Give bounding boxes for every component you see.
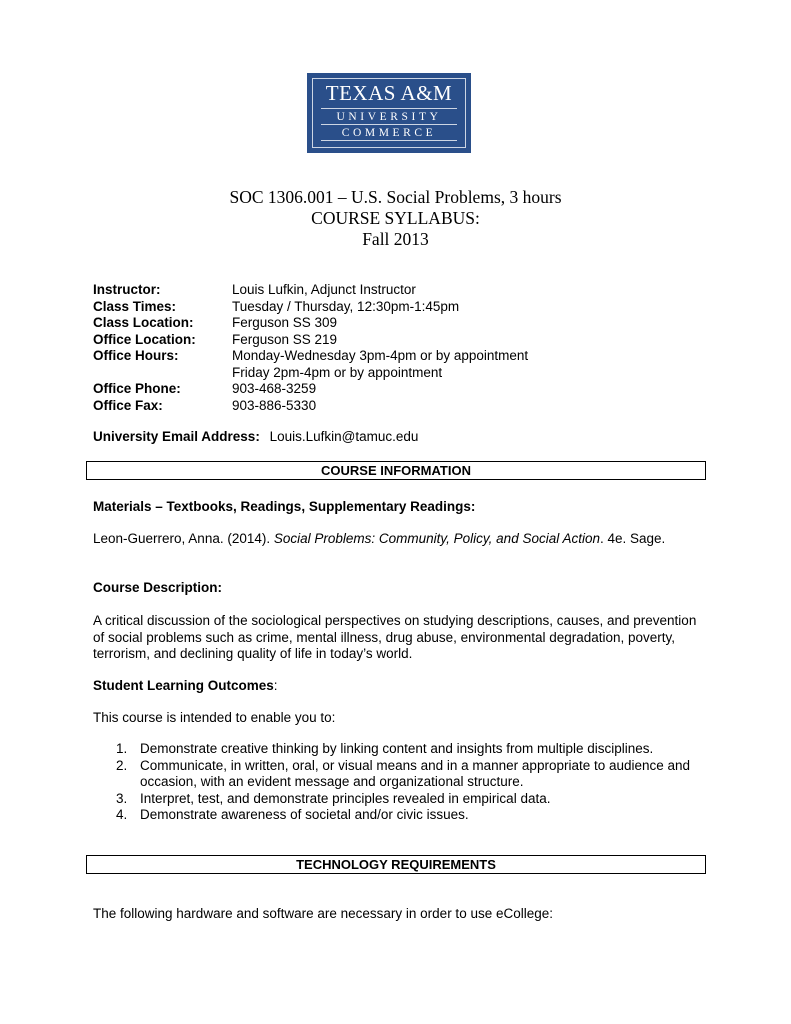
list-number: 1. (116, 741, 128, 756)
course-description-text: A critical discussion of the sociological perspectives on studying descriptions, causes, and prevention of social problems such as crime, mental illness, drug abuse, environmental degradation, poverty, terrorism, and declining quality of life in today’s world. (93, 613, 697, 661)
outcomes-intro: This course is intended to enable you to: (93, 710, 336, 725)
logo-line-2: UNIVERSITY (336, 111, 442, 123)
info-row-office-location (93, 332, 528, 349)
outcomes-heading-colon: : (273, 678, 278, 693)
list-item (116, 741, 706, 758)
email-address: Louis.Lufkin@tamuc.edu (269, 429, 419, 444)
citation-author: Leon-Guerrero, Anna. (2014). (93, 531, 274, 546)
info-row-class-times (93, 299, 528, 316)
info-label: Instructor: (93, 282, 161, 297)
title-term: Fall 2013 (362, 229, 429, 249)
list-number: 3. (116, 790, 128, 806)
info-value: 903-886-5330 (232, 397, 317, 413)
info-label: Class Times: (93, 298, 177, 314)
info-value: Ferguson SS 309 (232, 315, 338, 330)
course-information-header: COURSE INFORMATION (86, 461, 706, 480)
list-text: Demonstrate creative thinking by linking content and insights from multiple disciplines. (140, 741, 654, 756)
logo-rule (321, 140, 457, 141)
technology-requirements-header: TECHNOLOGY REQUIREMENTS (86, 855, 706, 874)
logo-rule (321, 108, 457, 109)
outcomes-heading (93, 678, 703, 695)
info-label (93, 365, 232, 382)
info-label: Class Location: (93, 315, 194, 330)
info-value: Ferguson SS 219 (232, 331, 338, 347)
info-value: Louis Lufkin, Adjunct Instructor (232, 282, 416, 297)
list-text: Communicate, in written, oral, or visual means and in a manner appropriate to audience and occasion, with an evident message and organizational structure. (140, 757, 691, 789)
outcomes-list (116, 741, 706, 824)
outcomes-heading-text: Student Learning Outcomes (93, 678, 274, 693)
info-row-office-fax (93, 398, 528, 415)
textbook-citation (93, 531, 703, 548)
title-syllabus: COURSE SYLLABUS: (311, 208, 480, 228)
info-row-instructor (93, 282, 528, 299)
instructor-info (93, 282, 528, 414)
info-value: Friday 2pm-4pm or by appointment (232, 364, 443, 380)
logo-line-3: COMMERCE (341, 127, 437, 139)
info-row-class-location (93, 315, 528, 332)
citation-edition: . 4e. Sage. (600, 531, 666, 546)
title-course: SOC 1306.001 – U.S. Social Problems, 3 hours (229, 187, 562, 207)
logo-rule (321, 124, 457, 125)
list-text: Demonstrate awareness of societal and/or civic issues. (140, 807, 469, 822)
email-label: University Email Address: (93, 429, 260, 444)
citation-title: Social Problems: Community, Policy, and Social Action (273, 531, 600, 546)
info-row-office-hours-2 (93, 365, 528, 382)
info-row-office-hours (93, 348, 528, 365)
email-row (93, 429, 418, 446)
list-text: Interpret, test, and demonstrate principles revealed in empirical data. (140, 790, 551, 806)
info-value: Monday-Wednesday 3pm-4pm or by appointment (232, 348, 529, 363)
info-value: 903-468-3259 (232, 381, 317, 396)
list-item (116, 758, 706, 791)
materials-heading: Materials – Textbooks, Readings, Supplementary Readings: (93, 499, 476, 514)
document-title (0, 187, 791, 250)
info-label: Office Fax: (93, 397, 163, 413)
info-label: Office Hours: (93, 348, 179, 363)
logo-line-1: TEXAS A&M (325, 81, 453, 105)
course-description-heading: Course Description: (93, 580, 223, 595)
info-label: Office Phone: (93, 381, 181, 396)
list-number: 4. (116, 807, 128, 822)
university-logo (307, 73, 471, 153)
info-value: Tuesday / Thursday, 12:30pm-1:45pm (232, 298, 460, 314)
info-row-office-phone (93, 381, 528, 398)
info-label: Office Location: (93, 331, 196, 347)
list-number: 2. (116, 757, 128, 773)
list-item (116, 807, 706, 824)
list-item (116, 791, 706, 808)
technology-intro: The following hardware and software are necessary in order to use eCollege: (93, 906, 554, 921)
